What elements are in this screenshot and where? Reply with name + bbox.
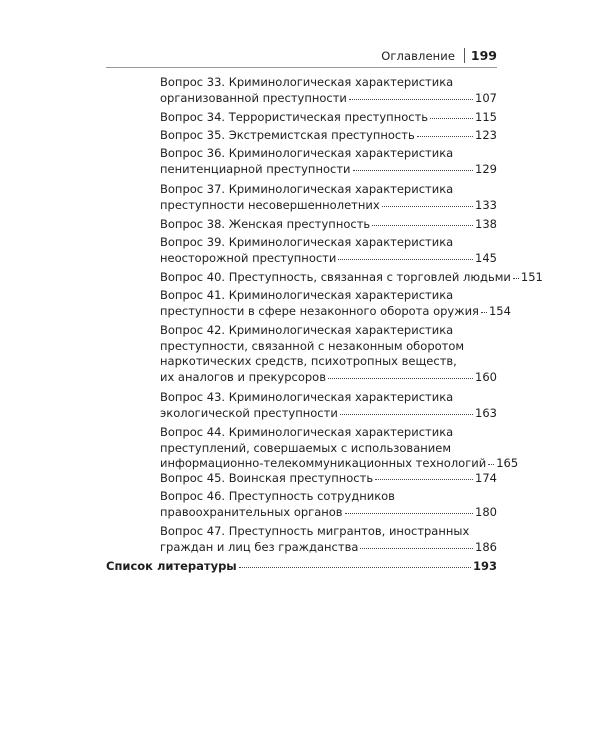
toc-entry[interactable]	[160, 270, 543, 286]
toc-entry-page-number: 133	[475, 197, 497, 212]
toc-entry[interactable]	[160, 524, 497, 555]
toc-entry-line: Вопрос 33. Криминологическая характеристика	[160, 75, 454, 89]
toc-entry-last-line	[160, 270, 543, 286]
toc-entry-line: Вопрос 36. Криминологическая характеристика	[160, 146, 454, 160]
toc-entry-last-line	[160, 198, 497, 214]
toc-entry[interactable]	[160, 75, 497, 106]
toc-entry-page-number: 180	[475, 504, 497, 519]
toc-entry-last-line	[160, 110, 497, 126]
toc-entry-title: преступности в сфере незаконного оборота оружия	[160, 303, 479, 318]
toc-entry-last-line	[160, 505, 497, 521]
toc-entry-page-number: 107	[475, 90, 497, 105]
toc-entry-page-number: 186	[475, 539, 497, 554]
dot-leader	[375, 478, 473, 480]
toc-entry-line: Вопрос 44. Криминологическая характеристика	[160, 425, 454, 439]
toc-entry[interactable]	[160, 471, 497, 487]
toc-entry-line: наркотических средств, психотропных веществ,	[160, 354, 457, 369]
toc-entry[interactable]	[160, 489, 497, 520]
toc-entry-title: неосторожной преступности	[160, 250, 337, 265]
toc-entry-last-line	[160, 217, 497, 233]
toc-entry-title: Вопрос 45. Воинская преступность	[160, 471, 374, 485]
toc-entry-last-line	[160, 128, 497, 144]
dot-leader	[239, 566, 471, 568]
dot-leader	[382, 205, 473, 207]
running-header	[106, 48, 497, 68]
toc-entry-page-number: 163	[475, 405, 497, 420]
toc-entry-last-line	[160, 456, 519, 472]
toc-entry-title: информационно-телекоммуникационных технологий	[160, 456, 487, 471]
toc-entry-last-line	[160, 370, 497, 386]
dot-leader	[349, 98, 473, 100]
dot-leader	[345, 512, 473, 514]
header-page-number: 199	[470, 48, 497, 63]
toc-entry[interactable]	[160, 128, 497, 144]
toc-entry-page-number: 154	[488, 303, 511, 318]
toc-entry[interactable]	[160, 146, 497, 177]
toc-entry-bibliography[interactable]	[106, 559, 497, 575]
toc-entry[interactable]	[160, 217, 497, 233]
toc-entry-line: Вопрос 42. Криминологическая характеристика	[160, 323, 454, 337]
header-rule	[106, 67, 497, 68]
toc-entry-line: преступности, связанной с незаконным оборотом	[160, 338, 465, 353]
toc-entry-line: Вопрос 47. Преступность мигрантов, иностранных	[160, 524, 470, 538]
toc-entry-title: Вопрос 35. Экстремистская преступность	[160, 128, 415, 142]
toc-entry-line: преступлений, совершаемых с использованием	[160, 440, 451, 455]
toc-entry-page-number: 138	[475, 217, 497, 231]
toc-entry-last-line	[160, 251, 497, 267]
dot-leader	[372, 224, 473, 226]
toc-entry-last-line	[160, 540, 497, 556]
toc-entry-line: Вопрос 41. Криминологическая характеристика	[160, 288, 454, 302]
toc-entry-page-number: 145	[475, 250, 497, 265]
dot-leader	[340, 413, 473, 415]
dot-leader	[360, 547, 473, 549]
toc-entry-last-line	[160, 406, 497, 422]
dot-leader	[417, 135, 473, 137]
toc-entry-last-line	[160, 471, 497, 487]
toc-entry[interactable]	[160, 110, 497, 126]
toc-entry-page-number: 193	[472, 559, 497, 573]
toc-entry[interactable]	[160, 390, 497, 421]
toc-entry-title: Вопрос 38. Женская преступность	[160, 217, 371, 231]
toc-entry-line: Вопрос 46. Преступность сотрудников	[160, 489, 395, 503]
toc-entry-title: граждан и лиц без гражданства	[160, 539, 359, 554]
toc-entry-page-number: 123	[475, 128, 497, 142]
toc-entry-title: правоохранительных органов	[160, 504, 343, 519]
toc-entry-line: Вопрос 43. Криминологическая характеристика	[160, 390, 454, 404]
toc-entry[interactable]	[160, 235, 497, 266]
toc-entry-title: Список литературы	[106, 559, 237, 573]
toc-entry[interactable]	[160, 288, 511, 319]
toc-entry-title: их аналогов и прекурсоров	[160, 369, 326, 384]
dot-leader	[430, 117, 473, 119]
dot-leader	[338, 258, 473, 260]
header-separator	[464, 48, 465, 63]
header-title: Оглавление	[381, 49, 455, 63]
toc-entry-last-line	[160, 162, 497, 178]
toc-entry-line: Вопрос 37. Криминологическая характеристика	[160, 182, 454, 196]
toc-entry-page-number: 129	[475, 161, 497, 176]
toc-entry-page-number: 174	[475, 471, 497, 485]
toc-entry-title: экологической преступности	[160, 405, 338, 420]
toc-entry-last-line	[160, 303, 511, 320]
dot-leader	[328, 377, 473, 379]
toc-entry-title: Вопрос 34. Террористическая преступность	[160, 110, 429, 124]
toc-entry-last-line	[106, 559, 497, 575]
toc-entry-last-line	[160, 91, 497, 107]
toc-entry-title: преступности несовершеннолетних	[160, 197, 380, 212]
toc-entry-page-number: 151	[520, 270, 543, 284]
toc-entry[interactable]	[160, 425, 519, 472]
toc-entry[interactable]	[160, 182, 497, 213]
toc-entry-page-number: 115	[475, 110, 497, 124]
toc-entry-title: организованной преступности	[160, 90, 347, 105]
toc-entry[interactable]	[160, 323, 497, 385]
dot-leader	[481, 311, 487, 313]
toc-entry-line: Вопрос 39. Криминологическая характеристика	[160, 235, 454, 249]
dot-leader	[353, 169, 474, 171]
dot-leader	[513, 277, 519, 279]
toc-entry-title: пенитенциарной преступности	[160, 161, 351, 176]
toc-entry-page-number: 160	[475, 369, 497, 384]
toc-entry-page-number: 165	[496, 456, 519, 471]
toc-entry-title: Вопрос 40. Преступность, связанная с торговлей людьми	[160, 270, 511, 284]
dot-leader	[488, 463, 494, 465]
